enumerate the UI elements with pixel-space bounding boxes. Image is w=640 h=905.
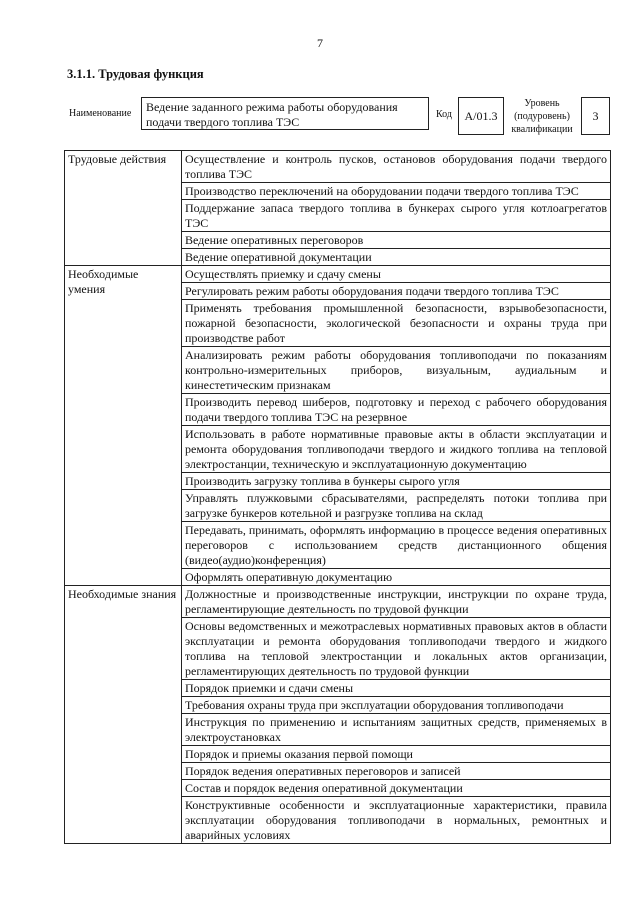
item-cell: Применять требования промышленной безопасности, взрывобезопасности, пожарной безопасности, экологической безопасности и охраны труда при производстве работ [182,300,611,347]
function-table [64,150,611,844]
item-cell: Осуществление и контроль пусков, остановов оборудования подачи твердого топлива ТЭС [182,151,611,183]
item-cell: Должностные и производственные инструкции, инструкции по охране труда, регламентирующие деятельность по трудовой функции [182,586,611,618]
level-label: Уровень (подуровень) квалификации [511,98,573,135]
item-cell: Регулировать режим работы оборудования подачи твердого топлива ТЭС [182,283,611,300]
item-cell: Поддержание запаса твердого топлива в бункерах сырого угля котлоагрегатов ТЭС [182,200,611,232]
name-label: Наименование [69,108,132,119]
page-number: 7 [317,36,323,50]
item-cell: Инструкция по применению и испытаниям защитных средств, применяемых в электроустановках [182,714,611,746]
code-label: Код [436,109,452,120]
item-cell: Производить перевод шиберов, подготовку и переход с рабочего оборудования подачи твердого топлива ТЭС на резервное [182,394,611,426]
item-cell: Управлять плужковыми сбрасывателями, распределять потоки топлива при загрузке бункеров котельной и разгрузке топлива на склад [182,490,611,522]
item-cell: Ведение оперативной документации [182,249,611,266]
item-cell: Порядок приемки и сдачи смены [182,680,611,697]
category-cell: Необходимые знания [65,586,182,844]
category-cell: Необходимые умения [65,266,182,586]
table-row [65,266,611,283]
item-cell: Анализировать режим работы оборудования топливоподачи по показаниям контрольно-измерительных приборов, визуальным, аудиальным и кинестетическим признакам [182,347,611,394]
item-cell: Состав и порядок ведения оперативной документации [182,780,611,797]
item-cell: Требования охраны труда при эксплуатации оборудования топливоподачи [182,697,611,714]
category-cell: Трудовые действия [65,151,182,266]
table-row [65,151,611,183]
section-title: 3.1.1. Трудовая функция [67,67,204,81]
item-cell: Производство переключений на оборудовании подачи твердого топлива ТЭС [182,183,611,200]
item-cell: Основы ведомственных и межотраслевых нормативных правовых актов в области эксплуатации и ремонта оборудования топливоподачи твердого и жидкого топлива на тепловой электростанции и локальных актов организации, регламентирующих деятельность по трудовой функции [182,618,611,680]
item-cell: Осуществлять приемку и сдачу смены [182,266,611,283]
item-cell: Оформлять оперативную документацию [182,569,611,586]
item-cell: Производить загрузку топлива в бункеры сырого угля [182,473,611,490]
code-value: А/01.3 [458,97,504,135]
item-cell: Передавать, принимать, оформлять информацию в процессе ведения оперативных переговоров с использованием средств дистанционного общения (видео(аудио)конференция) [182,522,611,569]
item-cell: Порядок и приемы оказания первой помощи [182,746,611,763]
level-value: 3 [581,97,610,135]
item-cell: Использовать в работе нормативные правовые акты в области эксплуатации и ремонта оборудования топливоподачи твердого и жидкого топлива на тепловой электростанции, техническую и эксплуатационную документацию [182,426,611,473]
item-cell: Конструктивные особенности и эксплуатационные характеристики, правила эксплуатации оборудования топливоподачи в нормальных, ремонтных и аварийных условиях [182,797,611,844]
name-value: Ведение заданного режима работы оборудования подачи твердого топлива ТЭС [141,97,429,130]
item-cell: Порядок ведения оперативных переговоров и записей [182,763,611,780]
item-cell: Ведение оперативных переговоров [182,232,611,249]
table-row [65,586,611,618]
